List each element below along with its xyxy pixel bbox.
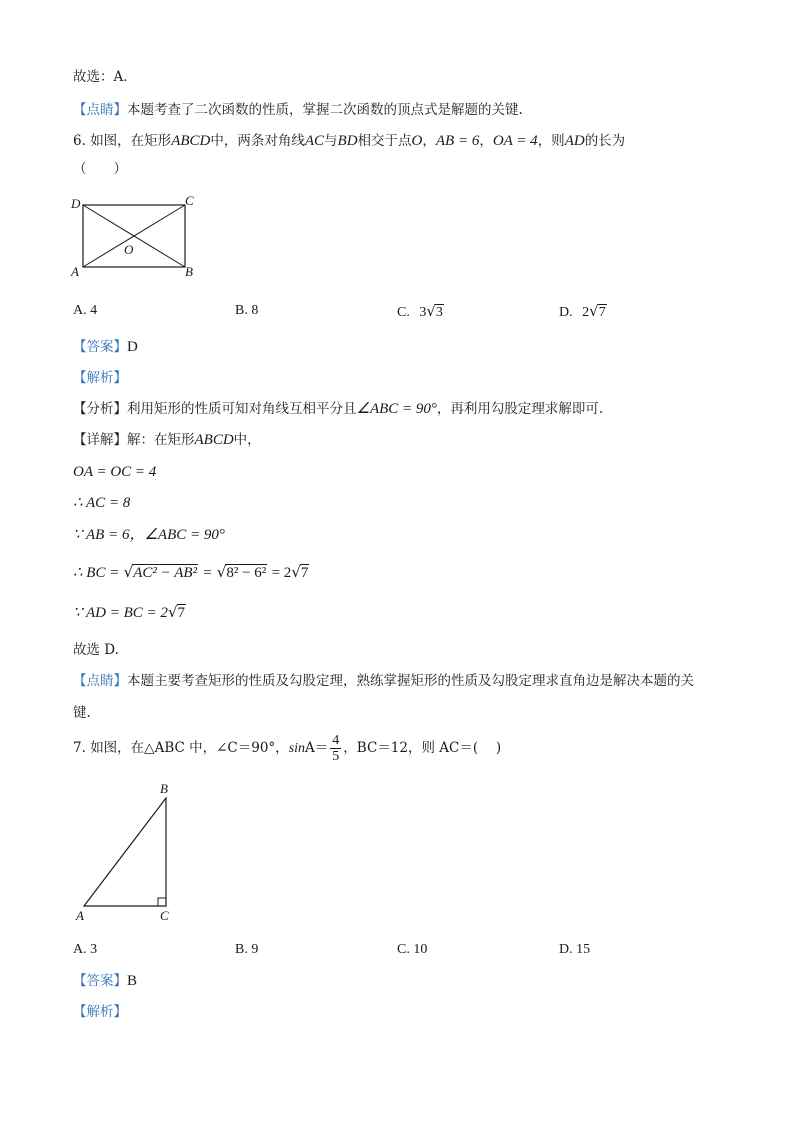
sqrt-symbol-icon: √ bbox=[589, 302, 599, 320]
analysis-tag: 【解析】 bbox=[73, 370, 127, 386]
q6-given-2: OA = 4 bbox=[492, 133, 538, 149]
q6-analysis-line bbox=[73, 368, 127, 388]
label-b: B bbox=[160, 781, 168, 796]
q6-step-3-a: ∵ AB = 6 bbox=[73, 527, 130, 543]
q6-step-4-eq2: = 2 bbox=[271, 565, 292, 581]
q6-option-c-label: C. bbox=[397, 305, 410, 320]
q7-answer-line bbox=[73, 971, 137, 991]
fenxi-tag: 【分析】 bbox=[73, 401, 127, 417]
fenxi-angle: ∠ABC = 90° bbox=[356, 401, 437, 417]
q7-sin-a: A＝ bbox=[305, 740, 329, 756]
sqrt-symbol-icon: √ bbox=[167, 603, 178, 621]
sqrt-symbol-icon: √ bbox=[216, 563, 227, 581]
previous-choice-line bbox=[73, 67, 137, 87]
q6-option-c-radicand: 3 bbox=[435, 305, 443, 320]
q6-number: 6. bbox=[73, 133, 86, 149]
q6-step-2: ∴ AC = 8 bbox=[73, 495, 131, 511]
q7-triangle-figure bbox=[72, 778, 192, 923]
q6-stem-text-1: 如图，在矩形 bbox=[90, 133, 172, 149]
q7-option-b[interactable]: B. 9 bbox=[235, 942, 259, 957]
q7-sin: sin bbox=[288, 741, 306, 756]
q7-stem-text-1: 如图，在△ABC 中，∠C＝90°， bbox=[90, 740, 289, 756]
q6-given-1: AB = 6 bbox=[435, 133, 480, 149]
q6-stem-text-7: 的长为 bbox=[584, 133, 626, 149]
q6-answer: D bbox=[127, 339, 138, 355]
detail-tag: 【详解】 bbox=[73, 432, 127, 448]
q6-fenxi-line bbox=[73, 399, 603, 419]
q7-fraction bbox=[330, 733, 341, 764]
sqrt-symbol-icon: √ bbox=[291, 563, 301, 581]
q6-diag-2: BD bbox=[337, 133, 358, 149]
q7-option-d[interactable]: D. 15 bbox=[559, 942, 591, 957]
dianjing-tag: 【点睛】 bbox=[73, 673, 127, 689]
q6-stem-text-2: 中，两条对角线 bbox=[210, 133, 305, 149]
q6-paren: （ ） bbox=[73, 161, 127, 177]
dianjing-text-1: 本题主要考查矩形的性质及勾股定理，熟练掌握矩形的性质及勾股定理求直角边是解决本题的关 bbox=[127, 673, 694, 689]
q6-step-4-a: ∴ BC = bbox=[73, 565, 120, 581]
label-a: A bbox=[71, 264, 79, 279]
detail-rect: ABCD bbox=[194, 432, 234, 448]
q6-point-o: O bbox=[411, 133, 423, 149]
q6-step-4 bbox=[73, 562, 309, 583]
label-b: B bbox=[185, 264, 193, 279]
detail-text-2: 中， bbox=[233, 432, 261, 448]
label-a: A bbox=[76, 908, 84, 923]
q6-stem-text-3: 与 bbox=[324, 133, 338, 149]
comment-tag: 【点睛】 bbox=[73, 102, 127, 118]
fenxi-text-1: 利用矩形的性质可知对角线互相平分且 bbox=[127, 401, 357, 417]
label-d: D bbox=[71, 196, 81, 211]
q6-step-3 bbox=[73, 525, 225, 545]
q6-option-a[interactable]: A. 4 bbox=[73, 303, 98, 318]
q6-step-4-eq: = bbox=[202, 565, 213, 581]
q6-step-3-b: ，∠ABC = 90° bbox=[129, 527, 225, 543]
q7-analysis-line bbox=[73, 1002, 127, 1022]
q6-step-5-radicand: 7 bbox=[177, 605, 185, 621]
q6-step-4-radicand-3: 7 bbox=[300, 565, 309, 581]
previous-comment-line bbox=[73, 100, 523, 120]
q6-dianjing-line-1 bbox=[73, 671, 694, 691]
q6-option-c[interactable] bbox=[397, 301, 444, 323]
q6-step-1: OA = OC = 4 bbox=[73, 464, 157, 480]
q7-stem-text-2: ，BC＝12，则 AC＝( ) bbox=[343, 740, 502, 756]
q6-stem bbox=[73, 131, 625, 151]
answer-tag: 【答案】 bbox=[73, 339, 127, 355]
sqrt-symbol-icon: √ bbox=[426, 302, 436, 320]
analysis-tag: 【解析】 bbox=[73, 1004, 127, 1020]
triangle-abc bbox=[84, 798, 166, 906]
q6-stem-text-4: 相交于点 bbox=[357, 133, 412, 149]
q6-step-5 bbox=[73, 602, 186, 623]
q6-stem-text-6: ，则 bbox=[537, 133, 565, 149]
q6-detail-line bbox=[73, 430, 261, 450]
q6-stem-text-5: ， bbox=[422, 133, 436, 149]
q6-rect-name: ABCD bbox=[171, 133, 211, 149]
q6-rectangle-figure bbox=[68, 193, 208, 283]
q6-option-d[interactable] bbox=[559, 301, 607, 323]
label-o: O bbox=[124, 242, 134, 257]
q6-option-d-label: D. bbox=[559, 305, 573, 320]
q6-step-5-a: ∵ AD = BC = 2 bbox=[73, 605, 168, 621]
q6-step-4-radicand-2: 8² − 6² bbox=[226, 565, 267, 581]
fenxi-text-2: ，再利用勾股定理求解即可. bbox=[436, 401, 604, 417]
comment-text: 本题考查了二次函数的性质，掌握二次函数的顶点式是解题的关键. bbox=[127, 102, 523, 118]
q6-step-4-radicand-1: AC² − AB² bbox=[133, 565, 198, 581]
answer-tag: 【答案】 bbox=[73, 973, 127, 989]
q6-option-d-coef: 2 bbox=[582, 305, 590, 320]
detail-text: 解：在矩形 bbox=[127, 432, 195, 448]
q6-given-sep: ， bbox=[479, 133, 493, 149]
right-angle-icon bbox=[158, 898, 166, 906]
q7-stem bbox=[73, 733, 501, 764]
q7-answer: B bbox=[127, 973, 138, 989]
label-c: C bbox=[160, 908, 169, 923]
q6-answer-line bbox=[73, 337, 138, 357]
q6-option-b[interactable]: B. 8 bbox=[235, 303, 259, 318]
q6-choice: 故选 D. bbox=[73, 642, 119, 658]
q6-target: AD bbox=[564, 133, 585, 149]
q7-frac-num: 4 bbox=[332, 733, 340, 748]
q7-option-c[interactable]: C. 10 bbox=[397, 942, 428, 957]
label-c: C bbox=[185, 193, 194, 208]
q6-option-c-coef: 3 bbox=[419, 305, 427, 320]
q6-diag-1: AC bbox=[304, 133, 325, 149]
sqrt-symbol-icon: √ bbox=[123, 563, 134, 581]
q7-number: 7. bbox=[73, 740, 86, 756]
q6-dianjing-line-2: 键. bbox=[73, 705, 91, 721]
q7-frac-den: 5 bbox=[332, 749, 340, 764]
previous-choice-text: 故选：A． bbox=[73, 69, 137, 85]
q6-option-d-radicand: 7 bbox=[598, 305, 606, 320]
q7-option-a[interactable]: A. 3 bbox=[73, 942, 98, 957]
